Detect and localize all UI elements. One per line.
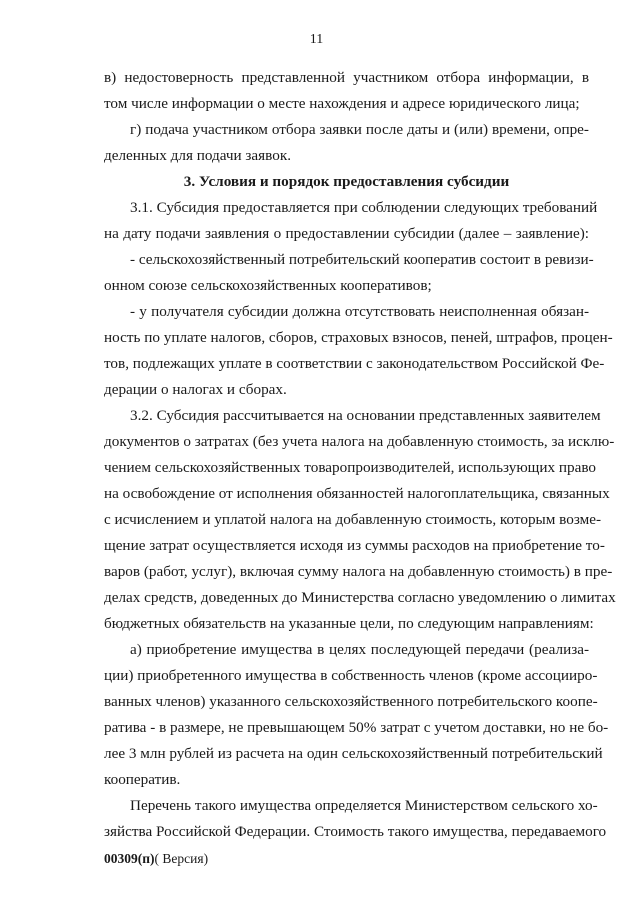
- body-line: чением сельскохозяйственных товаропроизводителей, использующих право: [104, 459, 597, 476]
- body-line: в) недостоверность представленной участником отбора информации, в: [104, 69, 589, 86]
- body-line: ции) приобретенного имущества в собственность членов (кроме ассоцииро-: [104, 667, 598, 684]
- body-line: бюджетных обязательств на указанные цели, по следующим направлениям:: [104, 615, 594, 632]
- body-line: ность по уплате налогов, сборов, страховых взносов, пеней, штрафов, процен-: [104, 329, 613, 346]
- body-line: ратива - в размере, не превышающем 50% затрат с учетом доставки, но не бо-: [104, 719, 609, 736]
- body-line: документов о затратах (без учета налога на добавленную стоимость, за исклю-: [104, 433, 615, 450]
- body-line: том числе информации о месте нахождения и адресе юридического лица;: [104, 95, 580, 112]
- document-version: ( Версия): [154, 851, 209, 866]
- body-line: 3.2. Субсидия рассчитывается на основании представленных заявителем: [130, 407, 601, 424]
- document-code: 00309(п): [104, 851, 155, 866]
- body-line: на дату подачи заявления о предоставлении субсидии (далее – заявление):: [104, 225, 589, 242]
- body-line: тов, подлежащих уплате в соответствии с законодательством Российской Фе-: [104, 355, 605, 372]
- page-number: 11: [309, 32, 324, 47]
- body-line: а) приобретение имущества в целях последующей передачи (реализа-: [130, 641, 589, 658]
- body-line: на освобождение от исполнения обязанностей налогоплательщика, связанных: [104, 485, 610, 502]
- body-line: 3.1. Субсидия предоставляется при соблюдении следующих требований: [130, 199, 598, 216]
- body-line: - у получателя субсидии должна отсутствовать неисполненная обязан-: [130, 303, 589, 320]
- body-line: делах средств, доведенных до Министерства согласно уведомлению о лимитах: [104, 589, 616, 606]
- body-line: - сельскохозяйственный потребительский кооператив состоит в ревизи-: [130, 251, 594, 268]
- body-line: онном союзе сельскохозяйственных кооперативов;: [104, 277, 432, 294]
- body-line: ванных членов) указанного сельскохозяйственного потребительского коопе-: [104, 693, 598, 710]
- body-line: кооператив.: [104, 771, 181, 788]
- body-line: лее 3 млн рублей из расчета на один сельскохозяйственный потребительский: [104, 745, 603, 762]
- section-heading: 3. Условия и порядок предоставления субсидии: [183, 173, 510, 190]
- body-line: щение затрат осуществляется исходя из суммы расходов на приобретение то-: [104, 537, 605, 554]
- body-line: Перечень такого имущества определяется Министерством сельского хо-: [130, 797, 598, 814]
- body-line: дерации о налогах и сборах.: [104, 381, 287, 398]
- body-line: варов (работ, услуг), включая сумму налога на добавленную стоимость) в пре-: [104, 563, 613, 580]
- body-line: деленных для подачи заявок.: [104, 147, 291, 164]
- body-line: зяйства Российской Федерации. Стоимость такого имущества, передаваемого: [104, 823, 607, 840]
- body-line: г) подача участником отбора заявки после даты и (или) времени, опре-: [130, 121, 589, 138]
- body-line: с исчислением и уплатой налога на добавленную стоимость, которым возме-: [104, 511, 602, 528]
- document-footer: [104, 851, 208, 867]
